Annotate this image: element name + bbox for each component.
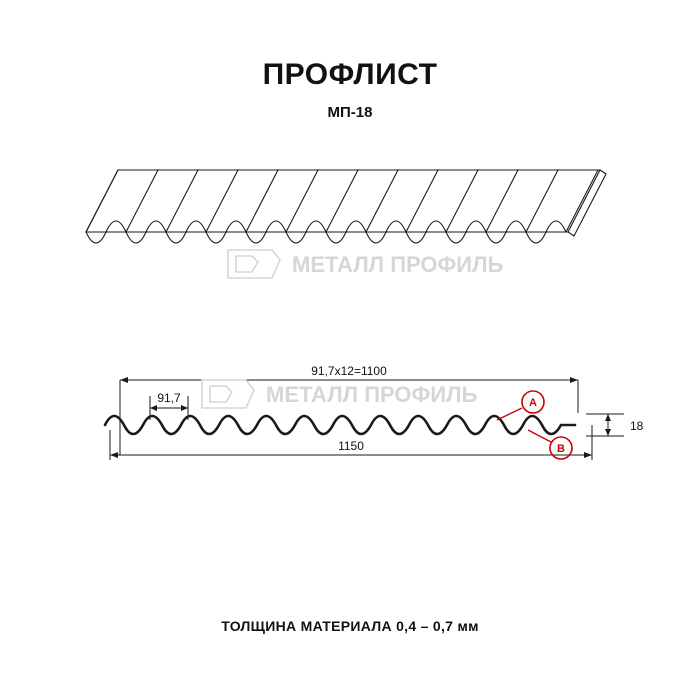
callout-label-b: B xyxy=(557,443,565,455)
product-model: МП-18 xyxy=(327,104,373,121)
watermark-text: МЕТАЛЛ ПРОФИЛЬ xyxy=(292,252,504,277)
dimension-height: 18 xyxy=(630,419,644,433)
dimension-overall-top: 91,7x12=1100 xyxy=(311,364,387,378)
watermark-text: МЕТАЛЛ ПРОФИЛЬ xyxy=(266,382,478,407)
material-thickness-note: ТОЛЩИНА МАТЕРИАЛА 0,4 – 0,7 мм xyxy=(221,618,479,634)
callout-label-a: A xyxy=(529,397,537,409)
dimension-overall-bottom: 1150 xyxy=(338,439,364,453)
page-title: ПРОФЛИСТ xyxy=(262,58,438,91)
dimension-pitch: 91,7 xyxy=(157,391,181,405)
